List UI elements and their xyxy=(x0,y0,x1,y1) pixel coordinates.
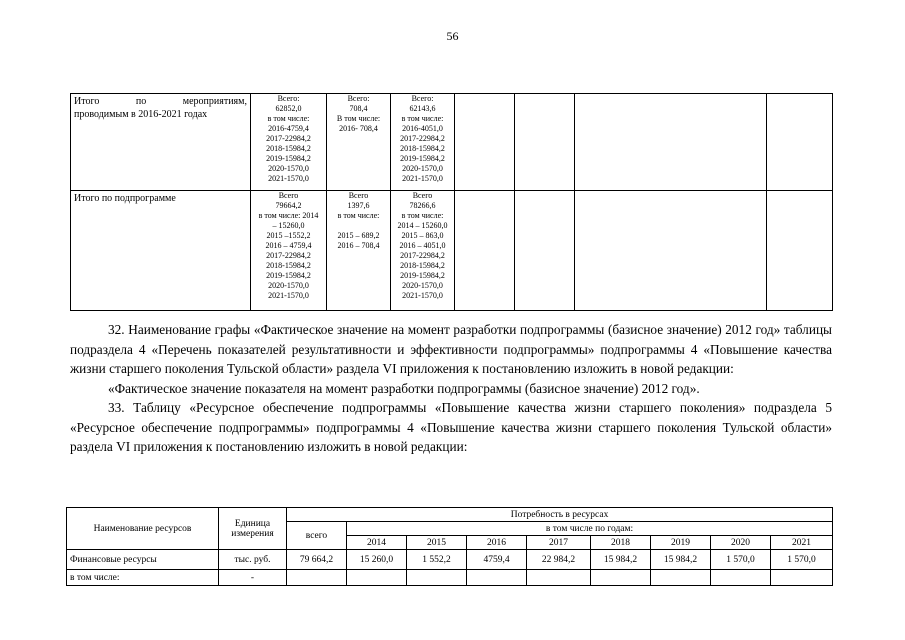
resource-name: Финансовые ресурсы xyxy=(67,550,219,570)
page-number: 56 xyxy=(446,29,459,43)
resource-unit: - xyxy=(219,570,287,586)
row-label: Итого по мероприятиям, проводимым в 2016-2021 годах xyxy=(71,94,251,191)
paragraph-32: 32. Наименование графы «Фактическое значение на момент разработки подпрограммы (базисное значение) 2012 год» таблицы подраздела 4 «Перечень показателей результативности и эффективности подпрограммы» подпрограммы 4 «Повышение качества жизни старшего поколения Тульской области» раздела VI приложения к постановлению изложить в новой редакции: xyxy=(70,322,832,376)
resource-total: 79 664,2 xyxy=(287,550,347,570)
paragraph-33: 33. Таблицу «Ресурсное обеспечение подпрограммы «Повышение качества жизни старшего поколения» подраздела 5 «Ресурсное обеспечение подпрограммы» подпрограммы 4 «Повышение качества жизни старшего поколения Тульской области» раздела VI приложения к постановлению изложить в новой редакции: xyxy=(70,400,832,454)
year-header: 2014 xyxy=(347,536,407,550)
table-row xyxy=(67,550,833,570)
row-label: Итого по подпрограмме xyxy=(71,191,251,311)
year-header: 2019 xyxy=(651,536,711,550)
year-value: 4759,4 xyxy=(467,550,527,570)
year-value: 15 260,0 xyxy=(347,550,407,570)
header-need: Потребность в ресурсах xyxy=(287,508,833,522)
empty-cell xyxy=(767,191,833,311)
header-total: всего xyxy=(287,522,347,550)
empty-cell xyxy=(515,94,575,191)
header-unit: Единица измерения xyxy=(219,508,287,550)
row-label-words: Итого по мероприятиям, xyxy=(74,96,247,107)
empty-cell xyxy=(455,94,515,191)
header-by-year: в том числе по годам: xyxy=(347,522,833,536)
year-value: 1 570,0 xyxy=(771,550,833,570)
resource-name: в том числе: xyxy=(67,570,219,586)
table-row xyxy=(71,191,833,311)
table-row xyxy=(71,94,833,191)
empty-cell xyxy=(455,191,515,311)
federal-cell: Всего: 708,4 В том числе: 2016- 708,4 xyxy=(327,94,391,191)
year-value: 22 984,2 xyxy=(527,550,591,570)
year-header: 2020 xyxy=(711,536,771,550)
year-header: 2021 xyxy=(771,536,833,550)
year-value: 1 552,2 xyxy=(407,550,467,570)
summary-table xyxy=(70,93,833,311)
resource-unit: тыс. руб. xyxy=(219,550,287,570)
total-cell: Всего 79664,2 в том числе: 2014 – 15260,0 2015 –1552,2 2016 – 4759,4 2017-22984,2 2018-15984,2 2019-15984,2 2020-1570,0 2021-1570,0 xyxy=(251,191,327,311)
regional-cell: Всего: 62143,6 в том числе: 2016-4051,0 2017-22984,2 2018-15984,2 2019-15984,2 2020-1570,0 2021-1570,0 xyxy=(391,94,455,191)
header-row xyxy=(67,508,833,522)
year-value: 15 984,2 xyxy=(651,550,711,570)
year-header: 2017 xyxy=(527,536,591,550)
total-cell: Всего: 62852,0 в том числе: 2016-4759,4 2017-22984,2 2018-15984,2 2019-15984,2 2020-1570,0 2021-1570,0 xyxy=(251,94,327,191)
resources-table xyxy=(66,507,833,586)
empty-cell xyxy=(515,191,575,311)
year-value: 15 984,2 xyxy=(591,550,651,570)
empty-cell xyxy=(767,94,833,191)
table-row xyxy=(67,570,833,586)
year-header: 2018 xyxy=(591,536,651,550)
federal-cell: Всего 1397,6 в том числе: 2015 – 689,2 2016 – 708,4 xyxy=(327,191,391,311)
empty-cell xyxy=(575,191,767,311)
empty-cell xyxy=(575,94,767,191)
regional-cell: Всего 78266,6 в том числе: 2014 – 15260,0 2015 – 863,0 2016 – 4051,0 2017-22984,2 2018-15984,2 2019-15984,2 2020-1570,0 2021-1570,0 xyxy=(391,191,455,311)
year-value: 1 570,0 xyxy=(711,550,771,570)
year-header: 2016 xyxy=(467,536,527,550)
year-header: 2015 xyxy=(407,536,467,550)
paragraph-32-quote: «Фактическое значение показателя на момент разработки подпрограммы (базисное значение) 2012 год». xyxy=(108,380,700,396)
header-resource-name: Наименование ресурсов xyxy=(67,508,219,550)
body-text xyxy=(70,320,832,457)
